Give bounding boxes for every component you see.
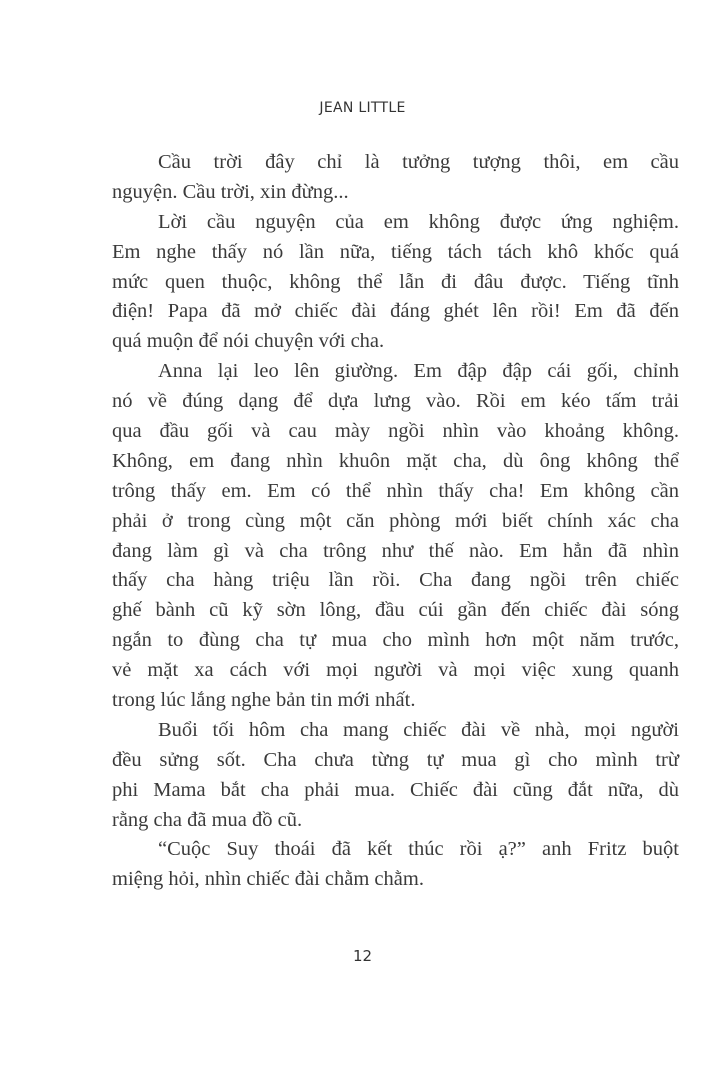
text-line: qua đầu gối và cau mày ngồi nhìn vào khoảng không. [112, 420, 679, 443]
text-line: quá muộn để nói chuyện với cha. [112, 330, 385, 353]
text-line: trông thấy em. Em có thể nhìn thấy cha! Em không cần [112, 479, 679, 502]
text-line: “Cuộc Suy thoái đã kết thúc rồi ạ?” anh Fritz buột [158, 838, 679, 861]
text-line: phải ở trong cùng một căn phòng mới biết chính xác cha [112, 509, 679, 532]
text-line: Anna lại leo lên giường. Em đập đập cái gối, chỉnh [158, 360, 679, 383]
text-line: ngắn to đùng cha tự mua cho mình hơn một năm trước, [112, 629, 679, 652]
paragraph [112, 208, 679, 357]
text-line: rằng cha đã mua đồ cũ. [112, 808, 303, 831]
text-line: Không, em đang nhìn khuôn mặt cha, dù ông không thể [112, 449, 679, 472]
text-line: đều sửng sốt. Cha chưa từng tự mua gì cho mình trừ [112, 748, 679, 771]
text-line: nó về đúng dạng để dựa lưng vào. Rồi em kéo tấm trải [112, 390, 679, 413]
page-number: 12 [352, 947, 373, 965]
paragraph [112, 357, 679, 716]
text-line: Cầu trời đây chỉ là tưởng tượng thôi, em cầu [158, 151, 679, 173]
text-line: thấy cha hàng triệu lần rồi. Cha đang ngồi trên chiếc [112, 569, 679, 592]
text-line: vẻ mặt xa cách với mọi người và mọi việc xung quanh [112, 659, 679, 682]
text-line: đang làm gì và cha trông như thế nào. Em hẳn đã nhìn [112, 539, 679, 562]
text-line: ghế bành cũ kỹ sờn lông, đầu cúi gần đến chiếc đài sóng [112, 599, 679, 622]
paragraph [112, 148, 679, 208]
text-line: Em nghe thấy nó lần nữa, tiếng tách tách khô khốc quá [112, 240, 679, 263]
body-text [112, 148, 679, 895]
text-line: Lời cầu nguyện của em không được ứng nghiệm. [158, 210, 679, 233]
text-line: mức quen thuộc, không thể lẫn đi đâu được. Tiếng tĩnh [112, 270, 679, 293]
text-line: trong lúc lắng nghe bản tin mới nhất. [112, 689, 416, 712]
text-line: Buổi tối hôm cha mang chiếc đài về nhà, mọi người [158, 718, 679, 741]
text-line: nguyện. Cầu trời, xin đừng... [112, 180, 349, 203]
paragraph [112, 716, 679, 836]
text-line: phi Mama bắt cha phải mua. Chiếc đài cũng đắt nữa, dù [112, 778, 679, 801]
text-line: điện! Papa đã mở chiếc đài đáng ghét lên rồi! Em đã đến [112, 300, 679, 323]
paragraph [112, 835, 679, 895]
running-header: JEAN LITTLE [319, 100, 406, 116]
text-line: miệng hỏi, nhìn chiếc đài chằm chằm. [112, 868, 424, 891]
